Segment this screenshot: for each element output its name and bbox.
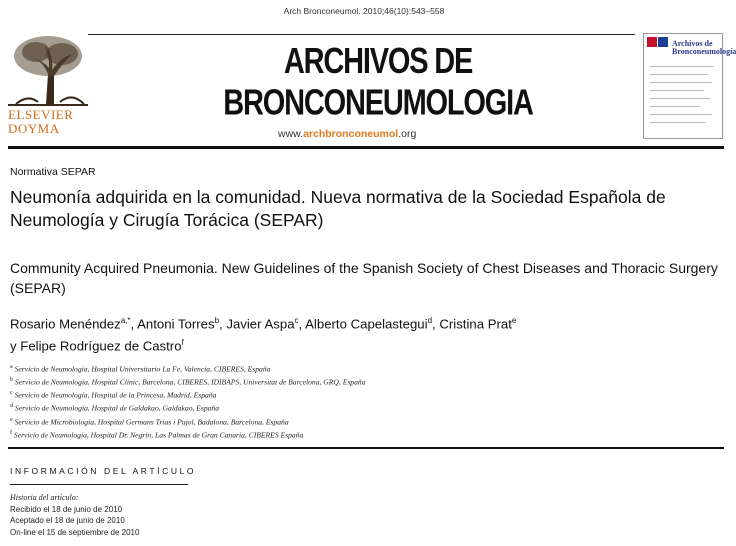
affiliation-marker: b xyxy=(10,377,13,384)
cover-text-line xyxy=(650,114,712,115)
article-info-heading: INFORMACIÓN DEL ARTÍCULO xyxy=(10,466,197,476)
author-affiliation-marker[interactable]: b xyxy=(214,316,220,325)
cover-title-line-2: Bronconeumología xyxy=(672,47,736,56)
author-affiliation-marker[interactable]: f xyxy=(181,338,184,348)
author-conjunction: y xyxy=(10,338,17,354)
article-history xyxy=(10,492,139,538)
author-name: Cristina Prat xyxy=(439,316,512,332)
affiliation-text: Servicio de Neumología, Hospital de Galdakao, Galdakao, España xyxy=(14,403,220,413)
author-affiliation-marker[interactable]: e xyxy=(511,316,517,325)
publisher-line-2: DOYMA xyxy=(8,121,60,136)
section-label: Normativa SEPAR xyxy=(10,166,96,178)
journal-url-brand: archbronconeumol xyxy=(303,128,399,140)
affiliation-item xyxy=(10,388,725,401)
affiliation-marker: c xyxy=(10,390,13,397)
cover-text-line xyxy=(650,74,708,75)
author-name: Felipe Rodríguez de Castro xyxy=(20,338,182,354)
affiliation-text: Servicio de Neumología, Hospital Clínic, Barcelona, CIBERES, IDIBAPS, Universitat de Barcelona, GRQ, España xyxy=(14,377,366,387)
cover-title-line-1: Archivos de xyxy=(672,39,713,48)
article-title-english: Community Acquired Pneumonia. New Guidelines of the Spanish Society of Chest Diseases and Thoracic Surgery (SEPAR) xyxy=(10,260,718,296)
affiliation-text: Servicio de Neumología, Hospital de la Princesa, Madrid, España xyxy=(14,390,217,400)
history-line: Aceptado el 18 de junio de 2010 xyxy=(10,516,125,525)
cover-text-line xyxy=(650,82,712,83)
cover-title xyxy=(672,39,736,56)
affiliation-text: Servicio de Microbiología, Hospital Germans Trias i Pujol, Badalona, Barcelona, España xyxy=(14,417,289,427)
affiliation-text: Servicio de Neumología, Hospital Universitario La Fe, Valencia, CIBERES, España xyxy=(14,364,271,374)
article-info-rule xyxy=(10,484,188,485)
journal-cover-thumbnail xyxy=(643,33,736,139)
history-label: Historia del artículo: xyxy=(10,493,79,502)
cover-text-line xyxy=(650,90,704,91)
cover-text-line xyxy=(650,106,700,107)
publisher-line-1: ELSEVIER xyxy=(8,107,74,122)
article-info-divider xyxy=(8,447,724,449)
publisher-logo-text xyxy=(8,108,86,136)
article-title-spanish: Neumonía adquirida en la comunidad. Nueva normativa de la Sociedad Española de Neumología y Cirugía Torácica (SEPAR) xyxy=(10,187,666,230)
author-affiliation-marker[interactable]: d xyxy=(427,316,433,325)
journal-url[interactable] xyxy=(278,128,416,140)
affiliation-text: Servicio de Neumología, Hospital Dr. Negrín, Las Palmas de Gran Canaria, CIBERES España xyxy=(13,430,304,440)
history-line: Recibido el 18 de junio de 2010 xyxy=(10,504,123,514)
cover-text-line xyxy=(650,98,710,99)
affiliation-list xyxy=(10,362,725,441)
affiliation-marker: e xyxy=(10,416,13,423)
affiliation-marker: d xyxy=(10,403,13,410)
author-name: Antoni Torres xyxy=(137,316,215,332)
author-affiliation-marker[interactable]: c xyxy=(294,316,299,325)
affiliation-item xyxy=(10,428,725,441)
affiliation-item xyxy=(10,362,725,375)
masthead-divider xyxy=(8,146,724,149)
affiliation-item xyxy=(10,401,725,414)
cover-text-line xyxy=(650,66,714,67)
author-name: Rosario Menéndez xyxy=(10,316,121,332)
journal-citation: Arch Bronconeumol. 2010;46(10):543–558 xyxy=(283,6,445,16)
cover-text-line xyxy=(650,122,706,123)
journal-url-prefix: www. xyxy=(278,128,304,140)
affiliation-item xyxy=(10,375,725,388)
author-list: Rosario Menéndez$^{a,*}$, Antoni Torres$^b$, Javier Aspa$^c$, Alberto Capelastegui$^d$, Cristina Prat$^e$ y Felipe Rodríguez de Castro$^f$ xyxy=(10,316,517,354)
journal-url-suffix: .org xyxy=(398,128,417,140)
affiliation-item xyxy=(10,415,725,428)
history-line: On-line el 15 de septiembre de 2010 xyxy=(10,527,140,537)
author-name: Alberto Capelastegui xyxy=(305,316,428,332)
journal-title: ARCHIVOS DE BRONCONEUMOLOGIA xyxy=(223,41,533,123)
affiliation-marker: a xyxy=(10,364,13,370)
affiliation-marker: f xyxy=(10,429,12,436)
author-affiliation-marker[interactable]: a,* xyxy=(120,316,131,325)
author-name: Javier Aspa xyxy=(226,316,295,332)
